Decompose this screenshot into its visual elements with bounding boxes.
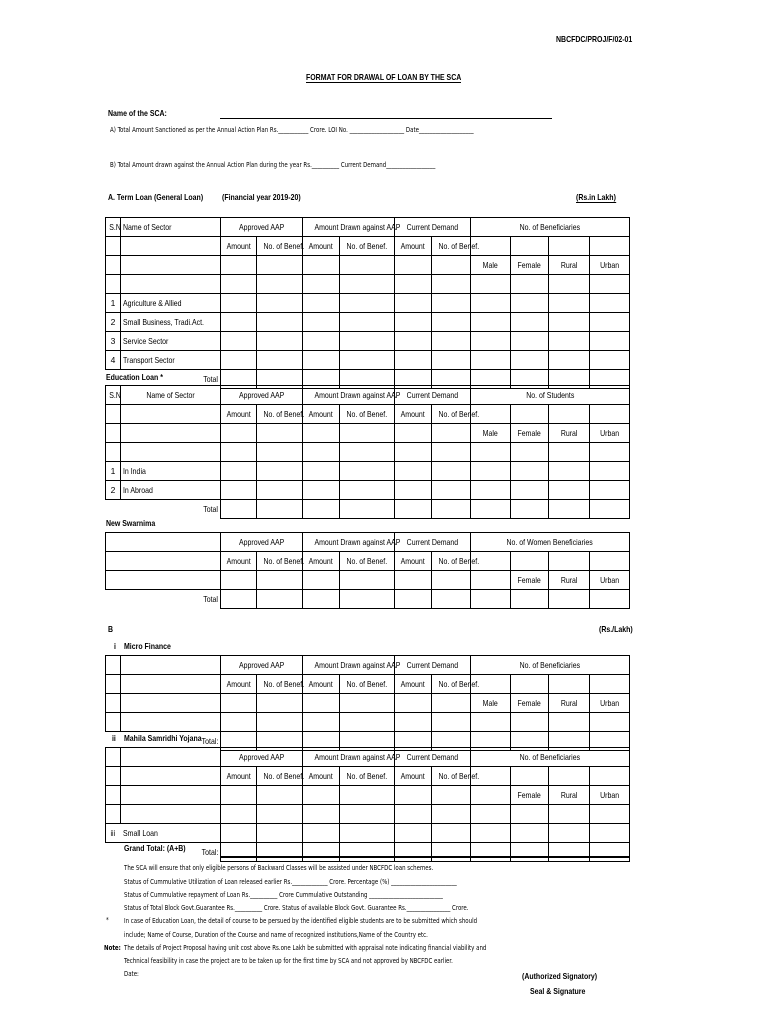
section-a-fy: (Financial year 2019-20) — [222, 192, 301, 202]
edu-note-line: In case of Education Loan, the detail of course to be persued by the identified eligible students are to be submitted which should — [124, 917, 478, 925]
msy-table: Approved AAP Amount Drawn against AAP Current Demand No. of Beneficiaries Amount No. of Benef. Amount No. of Benef. Amount No. of Benef. Female Rural Urban iii Small Loan Total: — [105, 747, 630, 862]
table-row: 1 In India — [106, 462, 630, 481]
students-header: No. of Students — [526, 390, 575, 400]
edu-note-line: include; Name of Course, Duration of the Course and name of recognized institutions,Name of the Country etc. — [124, 931, 428, 939]
rs-lakh-label: (Rs.in Lakh) — [576, 192, 616, 202]
doc-title: FORMAT FOR DRAWAL OF LOAN BY THE SCA — [306, 72, 462, 82]
doc-code: NBCFDC/PROJ/F/02-01 — [556, 34, 633, 44]
table-row: 2 In Abroad — [106, 481, 630, 500]
note-text: The details of Project Proposal having unit cost above Rs.one Lakh be submitted with appraisal note indicating financial viability and — [124, 944, 487, 952]
new-swarnima-label: New Swarnima — [106, 518, 156, 528]
amount-header: Amount — [308, 241, 334, 251]
line-b: B) Total Amount drawn against the Annual Action Plan during the year Rs.__________ Current Demand__________________ — [110, 161, 436, 169]
name-of-sca-line — [220, 118, 552, 119]
seal-signature: Seal & Signature — [530, 986, 586, 996]
grand-total-label: Grand Total: (A+B) — [124, 843, 186, 853]
sn-header: S.N — [109, 222, 121, 232]
note-line: Status of Cummulative Utilization of Loan released earlier Rs._____________ Crore. Percentage (%) ________________________ — [124, 878, 457, 886]
note-text: Technical feasibility in case the project are to be taken up for the first time by SCA and not approved by NBCFDC earlier. — [124, 957, 453, 965]
authorized-signatory: (Authorized Signatory) — [522, 971, 598, 981]
table-row: 4 Transport Sector — [106, 351, 630, 370]
total-row: Total — [106, 370, 630, 389]
term-loan-table — [105, 217, 630, 389]
male-header: Male — [482, 260, 499, 270]
urban-header: Urban — [600, 260, 620, 270]
msy-label: Mahila Samridhi Yojana — [124, 733, 202, 743]
no-benef-header: No. of Benef. — [263, 241, 305, 251]
note-line: The SCA will ensure that only eligible persons of Backward Classes will be assisted under NBCFDC loan schemes. — [124, 864, 434, 872]
table-row: 3 Service Sector — [106, 332, 630, 351]
small-loan-num: iii — [110, 828, 116, 838]
women-beneficiaries-header: No. of Women Beneficiaries — [506, 537, 594, 547]
new-swarnima-table: Approved AAP Amount Drawn against AAP Current Demand No. of Women Beneficiaries Amount No. of Benef. Amount No. of Benef. Amount No. of Benef. Female Rural Urban Total — [105, 532, 630, 609]
small-loan-label: Small Loan — [122, 828, 158, 838]
current-demand-header: Current Demand — [406, 222, 459, 232]
amount-drawn-header: Amount Drawn against AAP — [314, 222, 401, 232]
date-label: Date: — [124, 970, 139, 978]
sector-header: Name of Sector — [123, 222, 172, 232]
rural-header: Rural — [560, 260, 578, 270]
total-row: Total: — [106, 843, 630, 862]
micro-finance-num: i — [114, 641, 116, 651]
note-line: Status of Cummulative repayment of Loan Rs.__________ Crore Cummulative Outstanding ___________________________ — [124, 891, 443, 899]
total-row: Total — [106, 590, 630, 609]
micro-finance-label: Micro Finance — [124, 641, 171, 651]
total-row: Total: — [106, 732, 630, 751]
micro-finance-table: Approved AAP Amount Drawn against AAP Current Demand No. of Beneficiaries Amount No. of Benef. Amount No. of Benef. Amount No. of Benef. Male Female Rural Urban Total: — [105, 655, 630, 751]
amount-header: Amount — [226, 241, 251, 251]
line-a: A) Total Amount Sanctioned as per the Annual Action Plan Rs.___________ Crore. LOI No. ____________________ Date____________________ — [110, 126, 474, 134]
note-line: Status of Total Block Govt.Guarantee Rs.__________ Crore. Status of available Block Govt. Guarantee Rs.________________ Crore. — [124, 904, 469, 912]
amount-header: Amount — [401, 241, 426, 251]
note-label: Note: — [104, 944, 121, 952]
no-benef-header: No. of Benef. — [438, 241, 480, 251]
asterisk: * — [106, 916, 109, 924]
education-loan-label: Education Loan * — [106, 372, 163, 382]
rs-lakh-b-label: (Rs./Lakh) — [599, 624, 633, 634]
small-loan-row — [106, 824, 630, 843]
name-of-sca-label: Name of the SCA: — [108, 108, 167, 118]
table-row: 2 Small Business, Tradi.Act. — [106, 313, 630, 332]
msy-num: ii — [112, 733, 116, 743]
approved-aap-header: Approved AAP — [238, 222, 285, 232]
female-header: Female — [517, 260, 542, 270]
total-row: Total — [106, 500, 630, 519]
education-loan-table: S.N Name of Sector Approved AAP Amount Drawn against AAP Current Demand No. of Students Amount No. of Benef. Amount No. of Benef. Amount No. of Benef. Male Female Rural Urban 1 In India 2 In Abroad Total — [105, 385, 630, 519]
section-a-label: A. Term Loan (General Loan) — [108, 192, 204, 202]
no-benef-header: No. of Benef. — [346, 241, 388, 251]
table-row: 1 Agriculture & Allied — [106, 294, 630, 313]
section-b-label: B — [108, 624, 114, 634]
beneficiaries-header: No. of Beneficiaries — [519, 222, 581, 232]
grand-total-line — [220, 856, 630, 858]
